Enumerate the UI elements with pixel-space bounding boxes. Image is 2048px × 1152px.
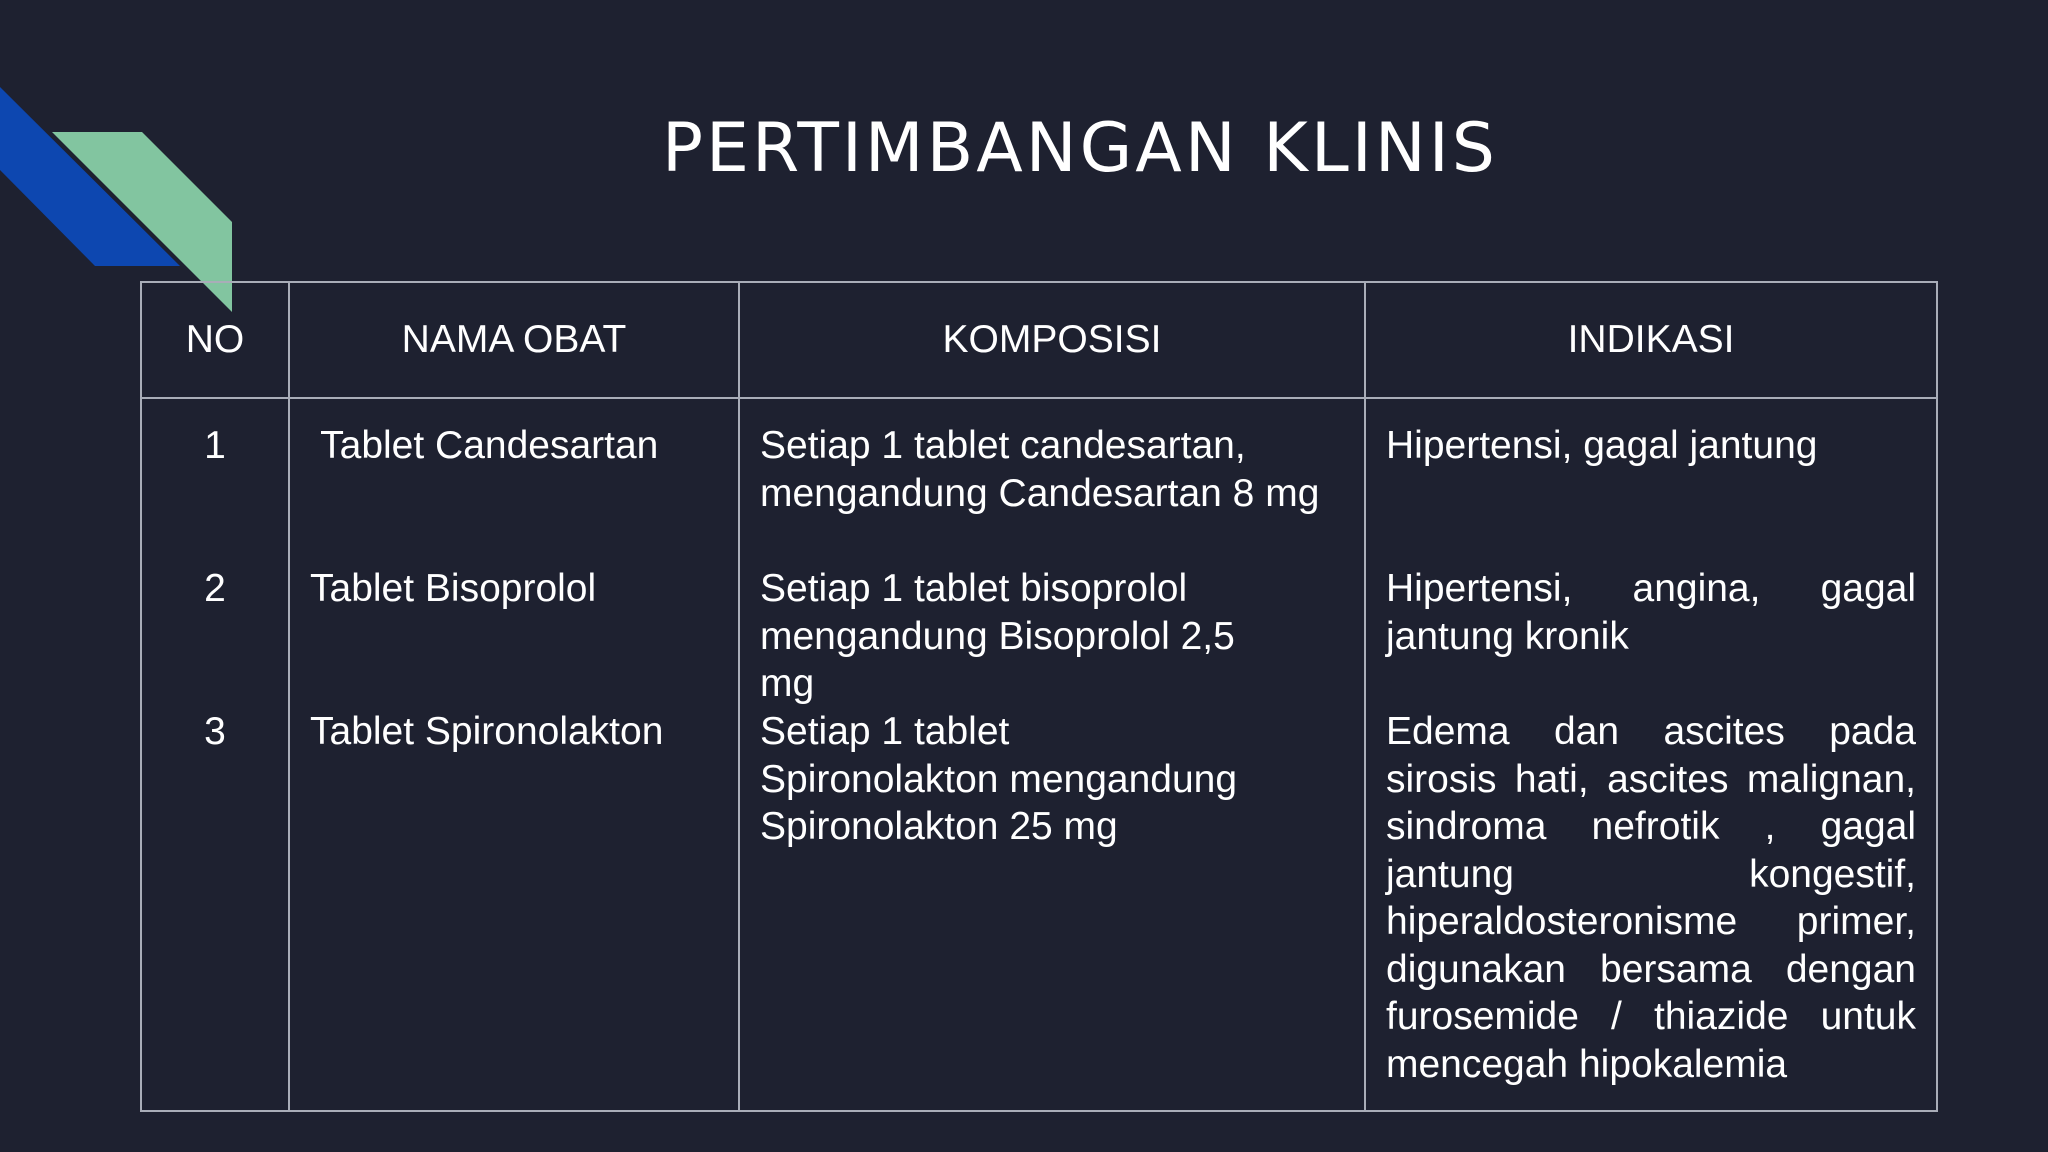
header-indikasi: INDIKASI: [1365, 282, 1937, 398]
row-2-no: 2: [204, 567, 226, 610]
drug-table: [140, 281, 1938, 1112]
row-2-indikasi: Hipertensi, angina, gagal jantung kronik: [1386, 567, 1916, 658]
row-2-komposisi: Setiap 1 tablet bisoprolol mengandung Bisoprolol 2,5 mg: [760, 567, 1235, 705]
komposisi-column: [739, 398, 1365, 1111]
row-1-no: 1: [204, 424, 226, 467]
header-nama-obat: NAMA OBAT: [289, 282, 739, 398]
row-3-komposisi: Setiap 1 tablet Spironolakton mengandung Spironolakton 25 mg: [760, 710, 1238, 848]
row-3-indikasi: Edema dan ascites pada sirosis hati, ascites malignan, sindroma nefrotik , gagal jantung kongestif, hiperaldosteronisme primer, digunakan bersama dengan furosemide / thiazide untuk mencegah hipokalemia: [1386, 710, 1916, 1086]
table-header-row: [141, 282, 1937, 398]
nama-obat-column: [289, 398, 739, 1111]
table-body-row: [141, 398, 1937, 1111]
header-komposisi: KOMPOSISI: [739, 282, 1365, 398]
row-3-no: 3: [204, 710, 226, 753]
header-no: NO: [141, 282, 289, 398]
row-1-komposisi: Setiap 1 tablet candesartan, mengandung Candesartan 8 mg: [760, 424, 1320, 515]
indikasi-column: [1365, 398, 1937, 1111]
row-1-indikasi: Hipertensi, gagal jantung: [1386, 424, 1818, 467]
no-column: [141, 398, 289, 1111]
row-3-nama-obat: Tablet Spironolakton: [310, 710, 664, 753]
row-1-nama-obat: Tablet Candesartan: [310, 424, 659, 467]
slide-title: PERTIMBANGAN KLINIS: [662, 109, 1498, 188]
row-2-nama-obat: Tablet Bisoprolol: [310, 567, 597, 610]
